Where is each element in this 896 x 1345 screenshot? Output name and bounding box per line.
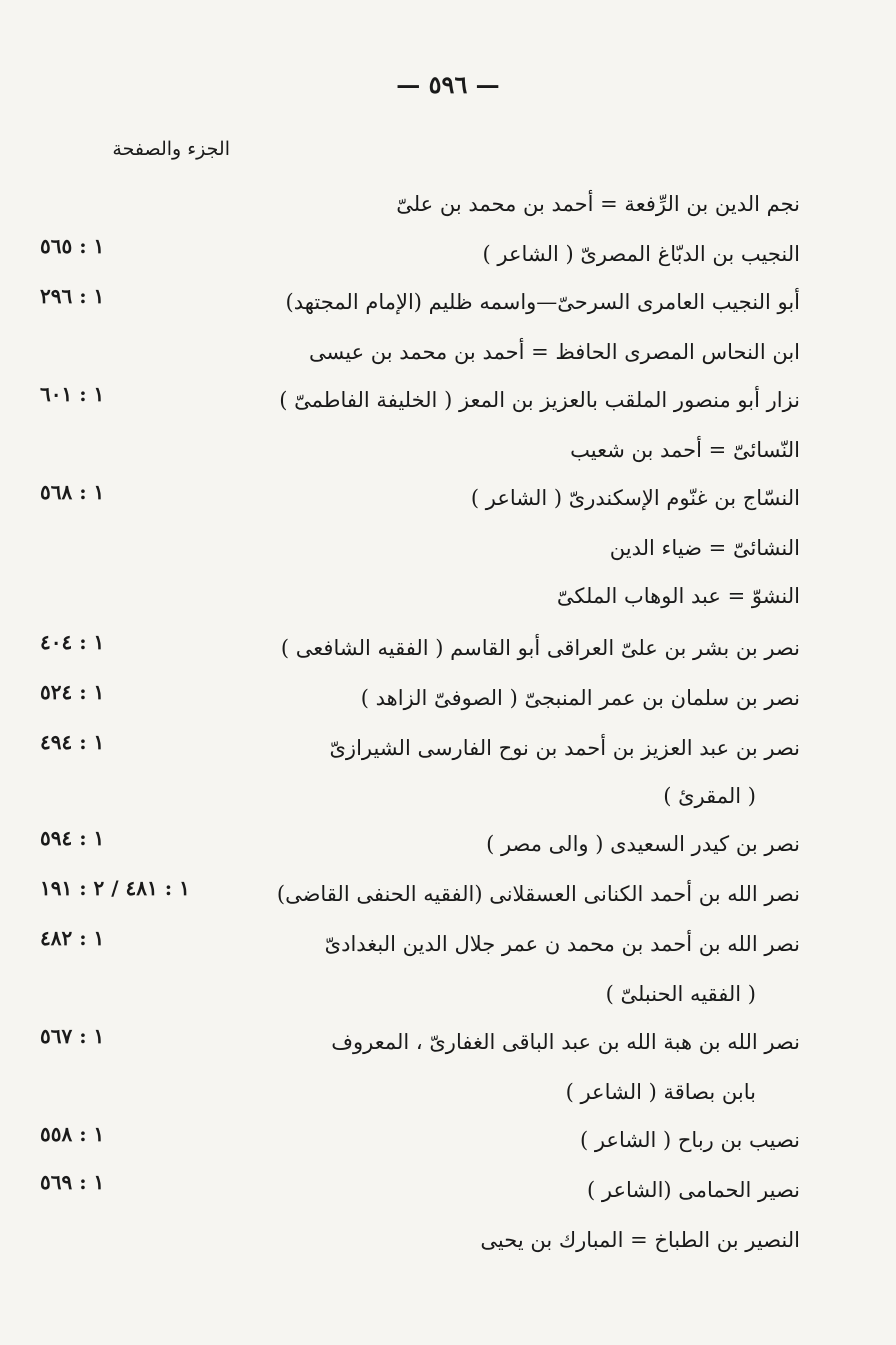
index-entry: نجم الدين بن الرِّفعة = أحمد بن محمد بن علىّ <box>396 192 800 216</box>
page-number: — ٥٩٦ — <box>396 70 500 99</box>
index-entry-continuation: بابن بصاقة ( الشاعر ) <box>565 1080 756 1104</box>
volume-page-ref: ١ : ٥٦٥ <box>40 234 105 258</box>
volume-page-ref: ١ : ٥٩٤ <box>40 826 105 850</box>
index-entry: نصر الله بن أحمد الكنانى العسقلانى (الفقيه الحنفى القاضى) <box>276 882 800 906</box>
volume-page-ref: ١ : ٥٦٧ <box>40 1024 105 1048</box>
index-entry: نصيب بن رباح ( الشاعر ) <box>579 1128 800 1152</box>
volume-page-ref: ١ : ٥٢٤ <box>40 680 105 704</box>
index-entry: نصر الله بن هبة الله بن عبد الباقى الغفارىّ ، المعروف <box>331 1030 800 1054</box>
index-entry: نزار أبو منصور الملقب بالعزيز بن المعز ( الخليفة الفاطمىّ ) <box>279 388 800 412</box>
volume-page-ref: ١ : ٤٨٢ <box>40 926 105 950</box>
index-entry: نصر بن بشر بن علىّ العراقى أبو القاسم ( الفقيه الشافعى ) <box>280 636 800 660</box>
volume-page-ref: ١ : ٤٨١ / ٢ : ١٩١ <box>40 876 190 900</box>
index-entry: أبو النجيب العامرى السرحىّ—واسمه ظليم (الإمام المجتهد) <box>285 290 800 314</box>
index-entry: النصير بن الطباخ = المبارك بن يحيى <box>480 1228 800 1252</box>
volume-page-column-header: الجزء والصفحة <box>112 138 230 160</box>
volume-page-ref: ١ : ٥٦٨ <box>40 480 105 504</box>
index-entry: النشوّ = عبد الوهاب الملكىّ <box>556 584 800 608</box>
index-entry: نصر بن سلمان بن عمر المنبجىّ ( الصوفىّ الزاهد ) <box>360 686 800 710</box>
volume-page-ref: ١ : ٥٦٩ <box>40 1170 105 1194</box>
index-entry: نصر الله بن أحمد بن محمد ن عمر جلال الدين البغدادىّ <box>324 932 800 956</box>
index-entry: النجيب بن الدبّاغ المصرىّ ( الشاعر ) <box>482 242 800 266</box>
volume-page-ref: ١ : ٢٩٦ <box>40 284 105 308</box>
index-entry-continuation: ( الفقيه الحنبلىّ ) <box>605 982 756 1006</box>
volume-page-ref: ١ : ٤٩٤ <box>40 730 105 754</box>
index-entry: نصر بن كيدر السعيدى ( والى مصر ) <box>486 832 800 856</box>
index-entry: نصير الحمامى (الشاعر ) <box>587 1178 800 1202</box>
index-entry: النّسائىّ = أحمد بن شعيب <box>570 438 800 462</box>
index-entry: النسّاج بن غنّوم الإسكندرىّ ( الشاعر ) <box>470 486 800 510</box>
index-entry: نصر بن عبد العزيز بن أحمد بن نوح الفارسى الشيرازىّ <box>329 736 800 760</box>
volume-page-ref: ١ : ٥٥٨ <box>40 1122 105 1146</box>
index-entry-continuation: ( المقرئ ) <box>663 784 756 808</box>
volume-page-ref: ١ : ٤٠٤ <box>40 630 105 654</box>
volume-page-ref: ١ : ٦٠١ <box>40 382 105 406</box>
index-entry: ابن النحاس المصرى الحافظ = أحمد بن محمد بن عيسى <box>309 340 800 364</box>
index-entry: النشائىّ = ضياء الدين <box>609 536 800 560</box>
